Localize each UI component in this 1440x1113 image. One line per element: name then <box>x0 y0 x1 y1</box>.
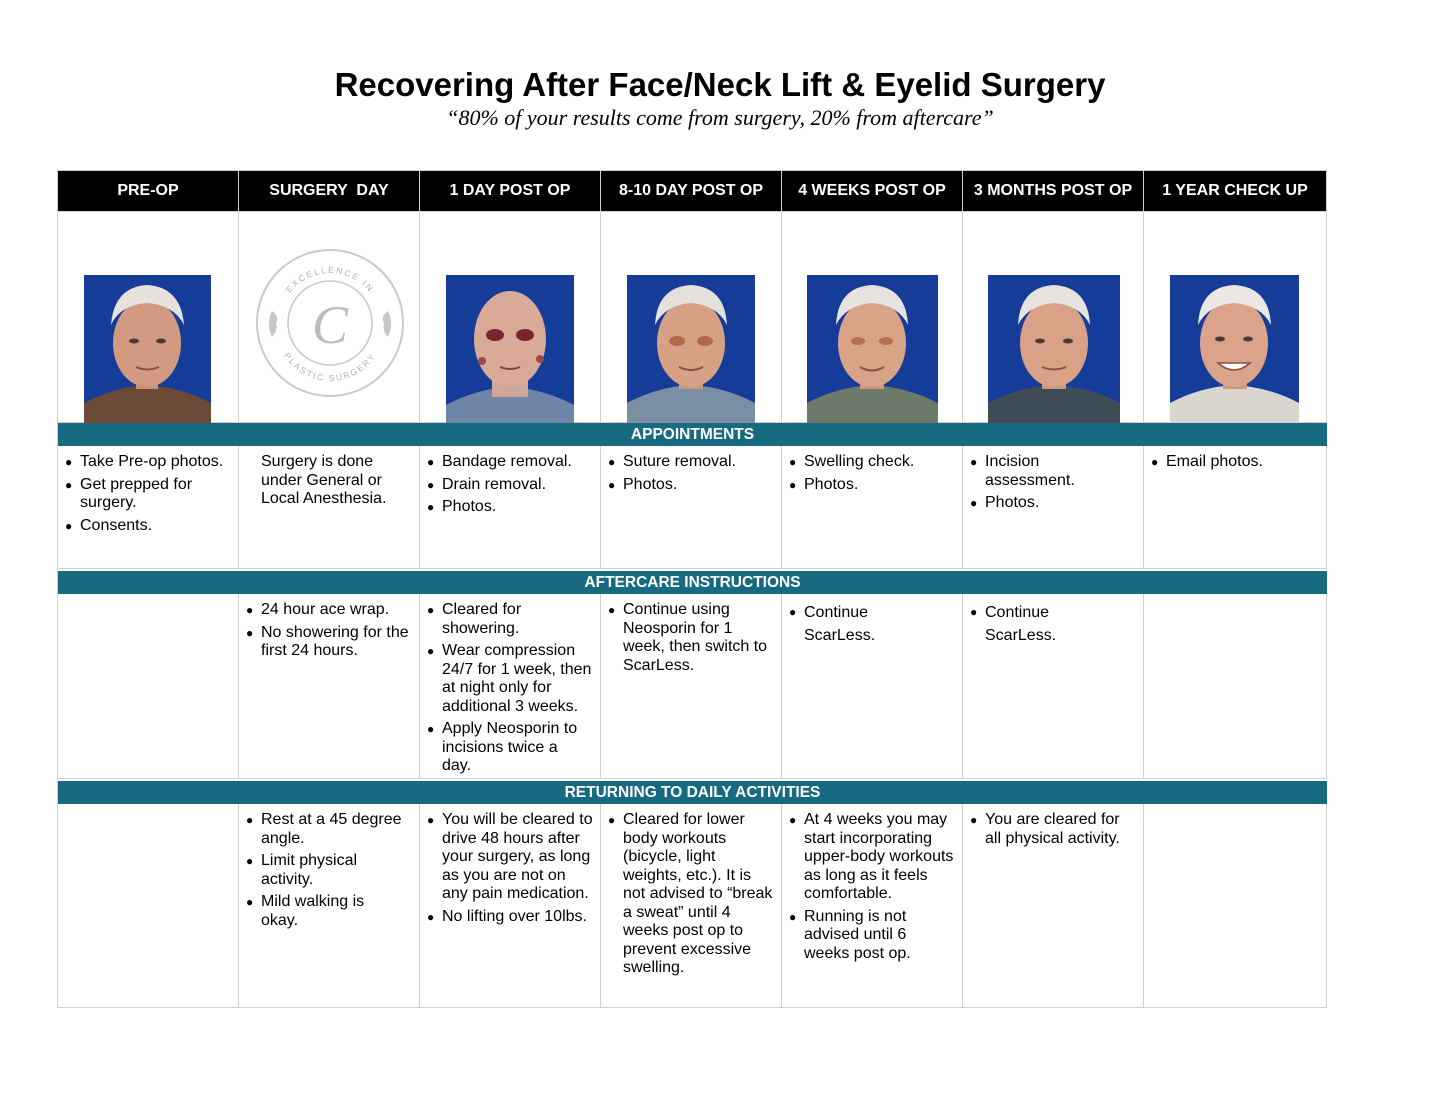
activities-cell-4-weeks-post-op <box>782 804 963 1008</box>
page-subtitle: “80% of your results come from surgery, 20% from aftercare” <box>446 105 994 130</box>
practice-logo <box>254 247 406 404</box>
list-item: ● At 4 weeks you may start incorporating upper-body workouts as long as it feels comfortable. <box>789 811 956 904</box>
column-header-3-months-post-op: 3 MONTHS POST OP <box>963 171 1144 212</box>
list-item: ● Get prepped for surgery. <box>65 476 232 513</box>
list-item: ● Photos. <box>789 476 956 495</box>
appointments-cell-8-10-day-post-op <box>601 446 782 569</box>
appointments-cell-surgery-day <box>239 446 420 569</box>
list-item: ● Email photos. <box>1151 453 1320 472</box>
appointments-cell-preop <box>58 446 239 569</box>
appointments-cell-4-weeks-post-op <box>782 446 963 569</box>
column-header-8-10-day-post-op: 8-10 DAY POST OP <box>601 171 782 212</box>
logo-bottom-text: PLASTIC SURGERY <box>282 350 378 384</box>
list-item: ● Cleared for lower body workouts (bicycle, light weights, etc.). It is not advised to “break a sweat” until 4 weeks post op to prevent excessive swelling. <box>608 811 775 978</box>
logo-top-text: EXCELLENCE IN <box>283 264 377 295</box>
list-item: ● Rest at a 45 degree angle. <box>246 811 413 848</box>
page-title: Recovering After Face/Neck Lift & Eyelid Surgery <box>334 66 1106 103</box>
appointments-cell-1-year-check-up <box>1144 446 1327 569</box>
list-item: ● 24 hour ace wrap. <box>246 601 413 620</box>
list-item: ● No lifting over 10lbs. <box>427 908 594 927</box>
patient-photo-4-weeks-post-op <box>807 275 938 431</box>
list-item: ● Photos. <box>427 498 594 517</box>
list-item: ● No showering for the first 24 hours. <box>246 624 413 661</box>
column-header-4-weeks-post-op: 4 WEEKS POST OP <box>782 171 963 212</box>
section-band-aftercare-instructions: AFTERCARE INSTRUCTIONS <box>58 571 1327 594</box>
patient-photo-1-day-post-op <box>446 275 574 431</box>
aftercare-cell-3-months-post-op <box>963 594 1144 779</box>
list-item: ● Wear compression 24/7 for 1 week, then at night only for additional 3 weeks. <box>427 642 594 716</box>
activities-cell-surgery-day <box>239 804 420 1008</box>
list-item: ● You will be cleared to drive 48 hours after your surgery, as long as you are not on any pain medication. <box>427 811 594 904</box>
surgery-anesthesia-note: Surgery is done under General or Local Anesthesia. <box>261 453 387 507</box>
patient-photo-8-10-day-post-op <box>627 275 755 431</box>
photo-cell-1-day-post-op <box>420 212 601 423</box>
activities-cell-3-months-post-op <box>963 804 1144 1008</box>
photo-cell-surgery-day <box>239 212 420 423</box>
appointments-cell-1-day-post-op <box>420 446 601 569</box>
list-item: ● Bandage removal. <box>427 453 594 472</box>
aftercare-cell-1-year-check-up <box>1144 594 1327 779</box>
section-band-appointments: APPOINTMENTS <box>58 423 1327 446</box>
aftercare-cell-4-weeks-post-op <box>782 594 963 779</box>
activities-cell-1-day-post-op <box>420 804 601 1008</box>
list-item: ● Incision assessment. <box>970 453 1137 490</box>
aftercare-cell-1-day-post-op <box>420 594 601 779</box>
aftercare-cell-preop <box>58 594 239 779</box>
photo-cell-1-year-check-up <box>1144 212 1327 423</box>
list-item: ● Limit physical activity. <box>246 852 413 889</box>
aftercare-cell-8-10-day-post-op <box>601 594 782 779</box>
column-header-preop: PRE-OP <box>58 171 239 212</box>
activities-cell-1-year-check-up <box>1144 804 1327 1008</box>
photo-cell-8-10-day-post-op <box>601 212 782 423</box>
list-item: ● Continue using Neosporin for 1 week, then switch to ScarLess. <box>608 601 775 675</box>
column-header-surgery-day: SURGERY DAY <box>239 171 420 212</box>
patient-photo-3-months-post-op <box>988 275 1120 431</box>
list-item: ● Cleared for showering. <box>427 601 594 638</box>
patient-photo-preop <box>84 275 211 431</box>
list-item: ● Consents. <box>65 517 232 536</box>
list-item: ● Suture removal. <box>608 453 775 472</box>
column-header-1-day-post-op: 1 DAY POST OP <box>420 171 601 212</box>
photo-cell-4-weeks-post-op <box>782 212 963 423</box>
list-item: ● Continue ScarLess. <box>970 601 1055 647</box>
aftercare-cell-surgery-day <box>239 594 420 779</box>
list-item: ● Drain removal. <box>427 476 594 495</box>
activities-cell-preop <box>58 804 239 1008</box>
list-item: ● Running is not advised until 6 weeks post op. <box>789 908 956 964</box>
photo-cell-3-months-post-op <box>963 212 1144 423</box>
column-header-1-year-check-up: 1 YEAR CHECK UP <box>1144 171 1327 212</box>
logo-monogram: C <box>311 295 349 355</box>
section-band-returning-to-daily-activities: RETURNING TO DAILY ACTIVITIES <box>58 781 1327 804</box>
list-item: ● Take Pre-op photos. <box>65 453 232 472</box>
list-item: ● Mild walking is okay. <box>246 893 413 930</box>
recovery-timeline-table <box>57 170 1327 1008</box>
patient-photo-1-year-check-up <box>1170 275 1299 431</box>
photo-cell-preop <box>58 212 239 423</box>
list-item: ● You are cleared for all physical activity. <box>970 811 1137 848</box>
activities-cell-8-10-day-post-op <box>601 804 782 1008</box>
appointments-cell-3-months-post-op <box>963 446 1144 569</box>
list-item: ● Apply Neosporin to incisions twice a day. <box>427 720 594 776</box>
list-item: ● Photos. <box>970 494 1137 513</box>
list-item: ● Photos. <box>608 476 775 495</box>
list-item: ● Continue ScarLess. <box>789 601 874 647</box>
list-item: ● Swelling check. <box>789 453 956 472</box>
